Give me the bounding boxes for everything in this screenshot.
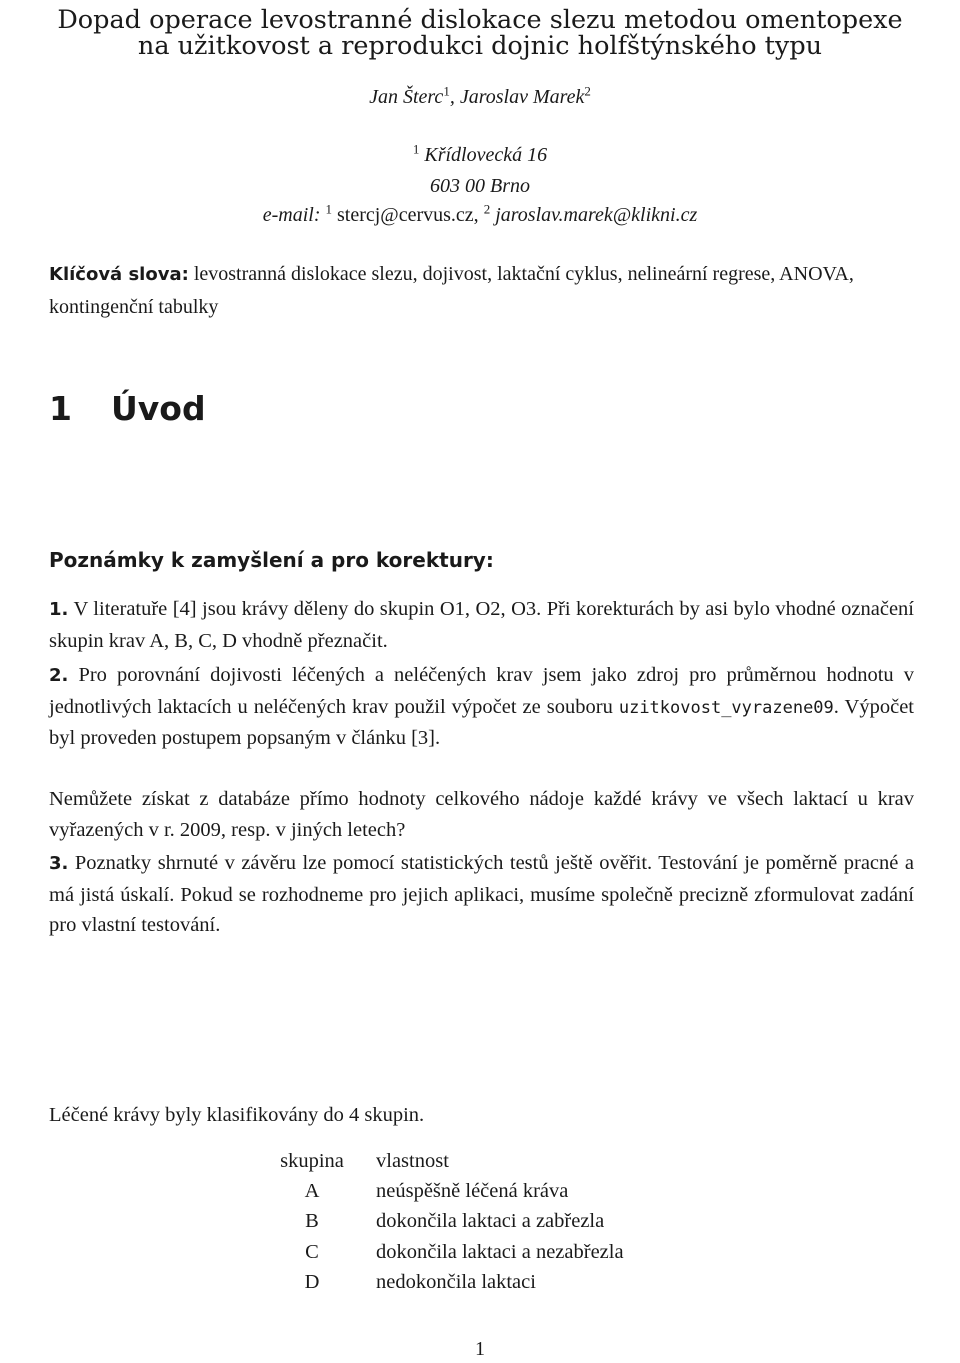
affiliation-city-text: 603 00 Brno (430, 175, 530, 197)
table-cell: A (304, 1180, 320, 1203)
author-2-name: Jaroslav Marek (459, 86, 585, 108)
page-number: 1 (475, 1338, 485, 1360)
table-row (262, 1267, 624, 1297)
note-2-question: Nemůžete získat z databáze přímo hodnoty celkového nádoje každé krávy ve všech laktací u krav vyřazených v r. 2009, resp. v jiných letech? (49, 788, 914, 841)
author-line: Jan Šterc$^1$, Jaroslav Marek$^2$ (369, 83, 591, 108)
note-1-text: V literatuře [4] jsou krávy děleny do skupin O1, O2, O3. Při korekturách by asi bylo vhodné označení skupin krav A, B, C, D vhodně přeznačit. (49, 598, 914, 652)
affiliation-street (0, 141, 960, 167)
table-cell: neúspěšně léčená kráva (376, 1180, 569, 1203)
author-1-name: Jan Šterc (369, 86, 444, 108)
email-sup-1: 1 (325, 201, 332, 217)
email-2[interactable]: jaroslav.marek@klikni.cz (495, 204, 698, 226)
keywords-label: Klíčová slova: (49, 264, 189, 285)
table-header-cell: vlastnost (376, 1150, 449, 1173)
table-header-row (262, 1146, 624, 1176)
note-1-number: 1. (49, 599, 69, 620)
table-cell: B (305, 1210, 319, 1233)
table-row (262, 1176, 624, 1206)
author-2-sup: 2 (584, 83, 591, 99)
table-row (262, 1237, 624, 1267)
table-cell: dokončila laktaci a nezabřezla (376, 1240, 624, 1263)
groups-table (262, 1146, 624, 1297)
section-title: Úvod (111, 389, 206, 429)
affiliation-sup: 1 (412, 141, 420, 157)
title-line-1: Dopad operace levostranné dislokace slezu metodou omentopexe (57, 5, 903, 35)
email-1[interactable]: stercj@cervus.cz, (337, 204, 479, 226)
note-3 (49, 848, 914, 941)
note-2-number: 2. (49, 665, 69, 686)
section-number: 1 (49, 389, 72, 429)
section-heading (49, 389, 206, 428)
author-1-sup: 1 (443, 83, 450, 99)
title-line-2: na užitkovost a reprodukci dojnic holfštýnského typu (137, 31, 823, 61)
note-3-number: 3. (49, 853, 69, 874)
note-2-text-b: . Výpočet byl proveden postupem popsaným v článku [3]. (49, 695, 914, 749)
keywords-text: levostranná dislokace slezu, dojivost, laktační cyklus, nelineární regrese, ANOVA, kontingenční tabulky (49, 263, 854, 318)
affiliation-city (0, 175, 960, 198)
table-cell: dokončila laktaci a zabřezla (376, 1210, 605, 1233)
note-2 (49, 660, 914, 754)
email-sup-2: 2 (483, 201, 491, 217)
notes-heading: Poznámky k zamyšlení a pro korektury: (49, 548, 494, 572)
affiliation-email (0, 201, 960, 227)
table-cell: nedokončila laktaci (376, 1270, 536, 1293)
email-label: e-mail: (262, 204, 321, 226)
note-1 (49, 594, 914, 656)
note-3-text: Poznatky shrnuté v závěru lze pomocí statistických testů ještě ověřit. Testování je poměrně pracné a má jistá úskalí. Pokud se rozhodneme pro jejich aplikaci, musíme společně precizně zformulovat zadání pro vlastní testování. (49, 852, 914, 936)
table-cell: C (305, 1240, 319, 1263)
table-row (262, 1206, 624, 1236)
affiliation-street-text: Křídlovecká 16 (424, 144, 548, 166)
keywords (49, 258, 919, 324)
note-2-code: uzitkovost_vyrazene09 (618, 697, 834, 718)
table-header-cell: skupina (280, 1150, 344, 1173)
groups-intro: Léčené krávy byly klasifikovány do 4 skupin. (49, 1104, 425, 1126)
note-2-text-a: Pro porovnání dojivosti léčených a neléčených krav jsem jako zdroj pro průměrnou hodnotu v jednotlivých laktacích u neléčených krav použil výpočet ze souboru (49, 664, 914, 718)
table-cell: D (304, 1270, 320, 1293)
